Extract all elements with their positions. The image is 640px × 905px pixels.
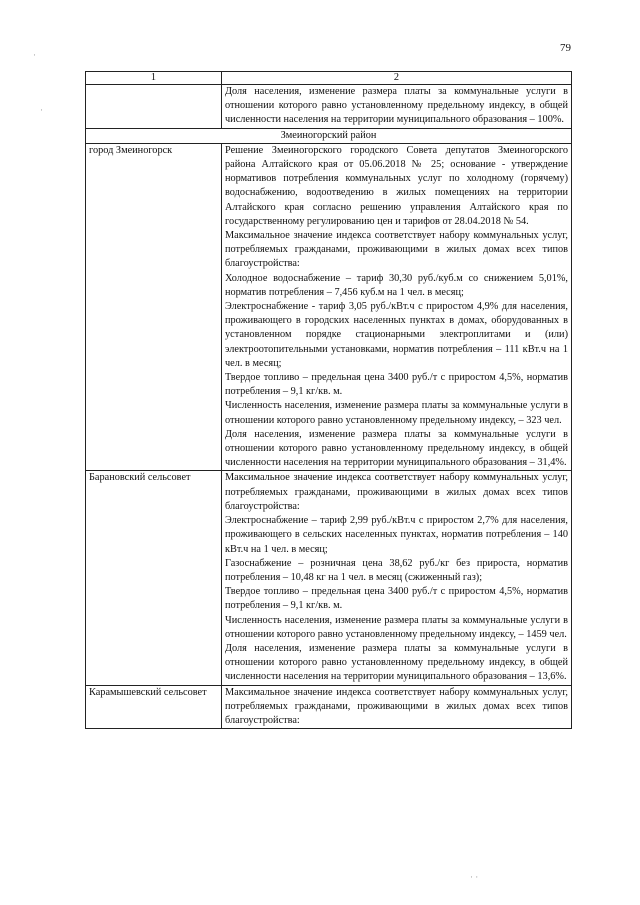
row-description	[222, 471, 572, 685]
region-row	[86, 128, 572, 143]
row-name: город Змеиногорск	[86, 143, 222, 471]
paragraph: Численность населения, изменение размера платы за коммунальные услуги в отношении которого равно установленному предельному индексу, – 1459 чел.	[225, 614, 568, 640]
paragraph: Доля населения, изменение размера платы за коммунальные услуги в отношении которого равно установленному предельному индексу, в общей численности населения на территории муниципального образования – 13,6%.	[225, 642, 568, 683]
scan-speck: ·	[33, 50, 36, 60]
paragraph: Решение Змеиногорского городского Совета депутатов Змеиногорского района Алтайского края от 05.06.2018 № 25; основание - утверждение нормативов потребления коммунальных услуг по холодному (горячему) водоснабжению, водоотведению в жилых помещениях на территории Алтайского края согласно решению управления Алтайского края по государственному регулированию цен и тарифов от 28.04.2018 № 54.	[225, 144, 568, 227]
paragraph: Твердое топливо – предельная цена 3400 руб./т с приростом 4,5%, норматив потребления – 9,1 кг/кв. м.	[225, 586, 568, 612]
paragraph: Твердое топливо – предельная цена 3400 руб./т с приростом 4,5%, норматив потребления – 9,1 кг/кв. м.	[225, 372, 568, 398]
header-col1: 1	[86, 72, 222, 85]
paragraph: Максимальное значение индекса соответствует набору коммунальных услуг, потребляемых гражданами, проживающими в жилых домах всех типов благоустройства:	[225, 472, 568, 512]
table-row	[86, 471, 572, 685]
paragraph: Электроснабжение - тариф 3,05 руб./кВт.ч с приростом 4,9% для населения, проживающего в городских населенных пунктах в домах, оборудованных в установленном порядке стационарными электроплитами и (или) электроотопительными установками, норматив потребления – 111 кВт.ч на 1 чел. в месяц;	[225, 301, 568, 369]
table-header-row	[86, 72, 572, 85]
row-description	[222, 685, 572, 729]
region-title: Змеиногорский район	[86, 128, 572, 143]
tariff-table	[85, 71, 572, 729]
scan-speck: · ·	[470, 872, 479, 882]
paragraph: Газоснабжение – розничная цена 38,62 руб./кг без прироста, норматив потребления – 10,48 кг на 1 чел. в месяц (сжиженный газ);	[225, 557, 568, 583]
paragraph: Холодное водоснабжение – тариф 30,30 руб./куб.м со снижением 5,01%, норматив потребления – 7,456 куб.м на 1 чел. в месяц;	[225, 272, 568, 298]
table-row	[86, 685, 572, 729]
paragraph: Доля населения, изменение размера платы за коммунальные услуги в отношении которого равно установленному предельному индексу, в общей численности населения на территории муниципального образования – 100%.	[225, 86, 568, 126]
paragraph: Максимальное значение индекса соответствует набору коммунальных услуг, потребляемых гражданами, проживающими в жилых домах всех типов благоустройства:	[225, 686, 568, 726]
header-col2: 2	[222, 72, 572, 85]
row-description	[222, 85, 572, 129]
row-description	[222, 143, 572, 471]
row-name-empty	[86, 85, 222, 129]
row-name: Барановский сельсовет	[86, 471, 222, 685]
page-number: 79	[560, 42, 571, 54]
paragraph: Численность населения, изменение размера платы за коммунальные услуги в отношении которого равно установленному предельному индексу, – 323 чел.	[225, 400, 568, 426]
scan-speck: ·	[40, 105, 43, 115]
paragraph: Максимальное значение индекса соответствует набору коммунальных услуг, потребляемых гражданами, проживающими в жилых домах всех типов благоустройства:	[225, 230, 568, 270]
table-row-continuation	[86, 85, 572, 129]
table-row	[86, 143, 572, 471]
row-name: Карамышевский сельсовет	[86, 685, 222, 729]
paragraph: Электроснабжение – тариф 2,99 руб./кВт.ч с приростом 2,7% для населения, проживающего в сельских населенных пунктах, норматив потребления – 140 кВт.ч на 1 чел. в месяц;	[225, 515, 568, 555]
paragraph: Доля населения, изменение размера платы за коммунальные услуги в отношении которого равно установленному предельному индексу, в общей численности населения на территории муниципального образования – 31,4%.	[225, 428, 568, 469]
